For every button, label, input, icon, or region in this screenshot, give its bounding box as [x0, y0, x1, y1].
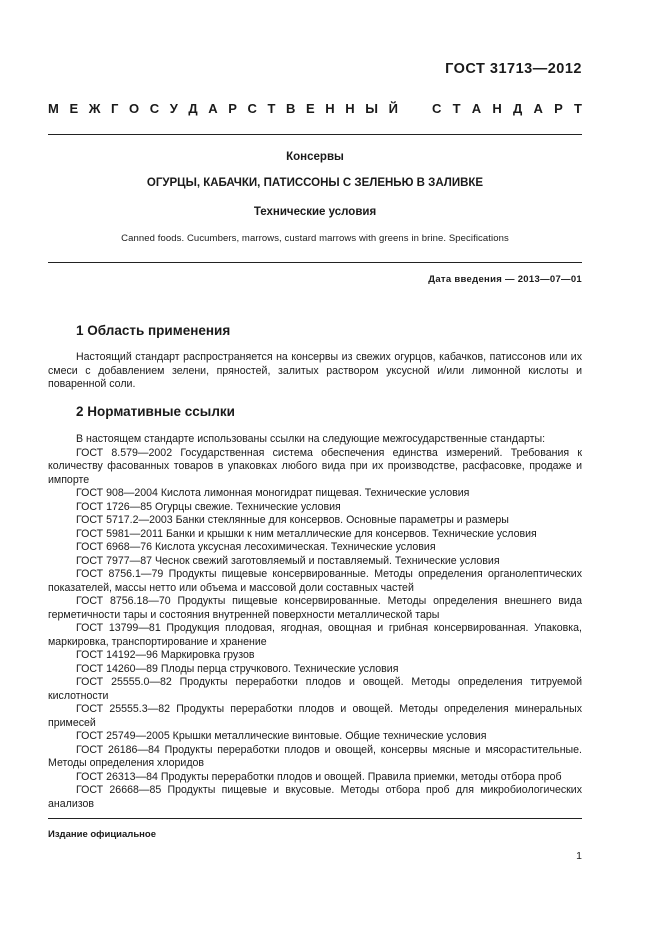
normative-reference: ГОСТ 5981—2011 Банки и крышки к ним металлические для консервов. Технические условия: [76, 527, 537, 540]
normative-reference: ГОСТ 14192—96 Маркировка грузов: [76, 649, 255, 661]
banner-letter: В: [286, 101, 296, 116]
banner-letter: Г: [111, 101, 119, 116]
banner-letter: О: [129, 101, 140, 116]
banner-letter: Д: [188, 101, 198, 116]
banner-word-standard: [432, 101, 582, 116]
normative-reference: ГОСТ 8756.18—70 Продукты пищевые консервированные. Методы определения внешнего вида герметичности тары и состояния внутренней поверхности металлической тары: [48, 595, 582, 621]
normative-reference: ГОСТ 25555.3—82 Продукты переработки плодов и овощей. Методы определения минеральных примесей: [48, 703, 582, 729]
normative-reference: ГОСТ 1726—85 Огурцы свежие. Технические условия: [76, 500, 341, 513]
banner-letter: Р: [554, 101, 563, 116]
section-1-heading: 1 Область применения: [76, 323, 231, 338]
section-2-intro: В настоящем стандарте использованы ссылки на следующие межгосударственные стандарты:: [76, 433, 546, 445]
banner-letter: Е: [306, 101, 315, 116]
normative-reference: ГОСТ 7977—87 Чеснок свежий заготовляемый и поставляемый. Технические условия: [76, 554, 500, 567]
banner-letter: Д: [513, 101, 523, 116]
official-edition-note: Издание официальное: [48, 829, 156, 840]
normative-reference: ГОСТ 8.579—2002 Государственная система обеспечения единства измерений. Требования к количеству фасованных товаров в упаковках любого вида при их производстве, расфасовке, продаже и импорте: [48, 446, 582, 486]
normative-reference: ГОСТ 25749—2005 Крышки металлические винтовые. Общие технические условия: [76, 730, 487, 742]
banner-letter: У: [169, 101, 178, 116]
section-1-body: [48, 351, 582, 392]
banner-letter: Н: [345, 101, 355, 116]
title-category: Консервы: [286, 151, 344, 163]
banner-letter: Т: [267, 101, 276, 116]
section-2-body: [48, 433, 582, 811]
title-rule: [48, 262, 582, 263]
banner-letter: А: [533, 101, 543, 116]
normative-reference: ГОСТ 14260—89 Плоды перца стручкового. Технические условия: [76, 662, 399, 675]
banner-letter: Н: [492, 101, 502, 116]
banner-letter: С: [432, 101, 442, 116]
banner-letter: Ж: [88, 101, 101, 116]
banner-word-interstate: [48, 101, 398, 116]
normative-reference: ГОСТ 25555.0—82 Продукты переработки плодов и овощей. Методы определения титруемой кислотности: [48, 676, 582, 702]
title-subtitle: Технические условия: [253, 206, 377, 218]
document-number: ГОСТ 31713—2012: [445, 61, 582, 77]
footer-rule: [48, 818, 582, 819]
section-2-heading: 2 Нормативные ссылки: [76, 404, 235, 419]
normative-reference: ГОСТ 5717.2—2003 Банки стеклянные для консервов. Основные параметры и размеры: [76, 514, 509, 526]
standard-banner: [48, 101, 582, 116]
title-main: ОГУРЦЫ, КАБАЧКИ, ПАТИССОНЫ С ЗЕЛЕНЬЮ В ЗАЛИВКЕ: [146, 177, 484, 189]
title-english: Canned foods. Cucumbers, marrows, custard marrows with greens in brine. Specifications: [121, 233, 509, 244]
banner-letter: А: [471, 101, 482, 116]
banner-letter: Т: [452, 101, 461, 116]
normative-reference: ГОСТ 13799—81 Продукция плодовая, ягодная, овощная и грибная консервированная. Упаковка, маркировка, транспортирование и хранение: [48, 622, 582, 648]
banner-letter: Н: [325, 101, 335, 116]
normative-reference: ГОСТ 26186—84 Продукты переработки плодов и овощей, консервы мясные и мясорастительные. Методы определения хлоридов: [48, 743, 582, 769]
page-number: 1: [576, 850, 582, 862]
banner-letter: С: [149, 101, 160, 116]
introduction-date: Дата введения — 2013—07—01: [428, 274, 582, 285]
banner-letter: Ы: [365, 101, 378, 116]
banner-letter: М: [48, 101, 59, 116]
normative-reference: ГОСТ 8756.1—79 Продукты пищевые консервированные. Методы определения органолептических показателей, массы нетто или объема и массовой доли составных частей: [48, 568, 582, 594]
section-1-text: Настоящий стандарт распространяется на консервы из свежих огурцов, кабачков, патиссонов или их смеси с добавлением зелени, пряностей, залитых раствором уксусной и/или лимонной кислоты и поваренной соли.: [48, 351, 582, 390]
banner-letter: С: [247, 101, 257, 116]
normative-reference: ГОСТ 26313—84 Продукты переработки плодов и овощей. Правила приемки, методы отбора проб: [76, 770, 562, 783]
normative-reference: ГОСТ 26668—85 Продукты пищевые и вкусовые. Методы отбора проб для микробиологических анализов: [48, 784, 582, 810]
header-rule: [48, 134, 582, 135]
banner-letter: А: [208, 101, 218, 116]
normative-reference: ГОСТ 908—2004 Кислота лимонная моногидрат пищевая. Технические условия: [76, 487, 470, 499]
banner-letter: Й: [388, 101, 398, 116]
banner-letter: Р: [228, 101, 237, 116]
normative-reference: ГОСТ 6968—76 Кислота уксусная лесохимическая. Технические условия: [76, 541, 436, 553]
banner-letter: Т: [573, 101, 582, 116]
banner-letter: Е: [69, 101, 79, 116]
